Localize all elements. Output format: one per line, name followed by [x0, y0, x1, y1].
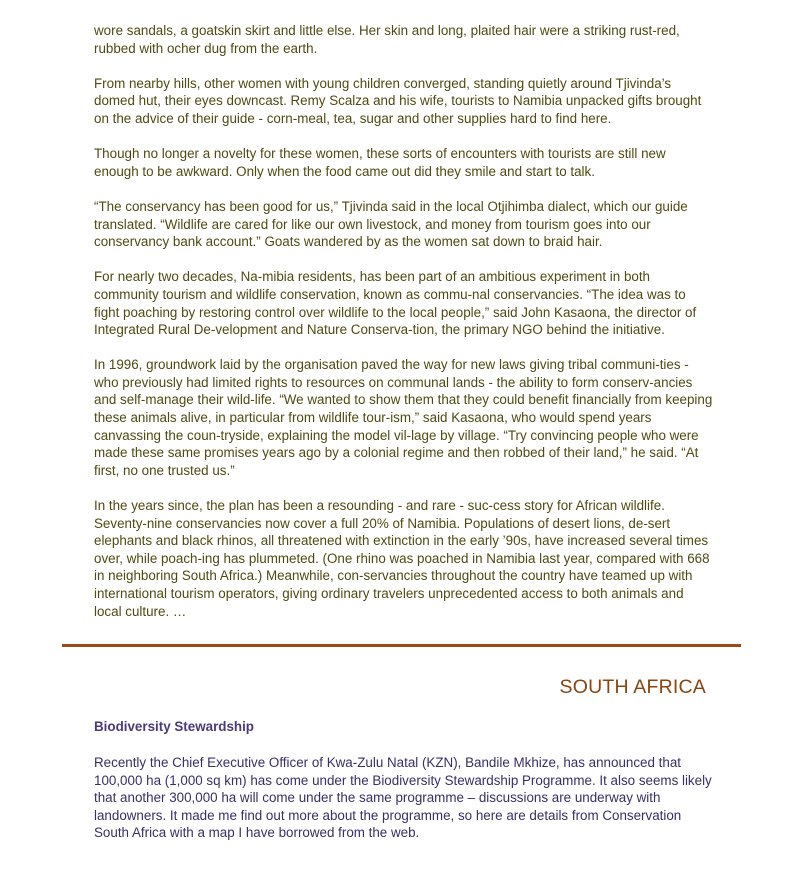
article-paragraph: From nearby hills, other women with young children converged, standing quietly around Tjivinda’s domed hut, their eyes downcast. Remy Scalza and his wife, tourists to Namibia unpacked gifts brought on the advice of their guide - corn-meal, tea, sugar and other supplies hard to find here. [94, 75, 702, 126]
section-divider [62, 644, 741, 647]
article-paragraph: For nearly two decades, Na-mibia residents, has been part of an ambitious experiment in both community tourism and wildlife conservation, known as commu-nal conservancies. “The idea was to fight poaching by restoring control over wildlife to the local people,” said John Kasaona, the director of Integrated Rural De-velopment and Nature Conserva-tion, the primary NGO behind the initiative. [94, 269, 697, 338]
subsection-paragraph: Recently the Chief Executive Officer of Kwa-Zulu Natal (KZN), Bandile Mkhize, has announced that 100,000 ha (1,000 sq km) has come under the Biodiversity Stewardship Programme. It also seems likely that another 300,000 ha will come under the same programme – discussions are underway with landowners. It made me find out more about the programme, so here are details from Conservation South Africa with a map I have borrowed from the web. [94, 755, 712, 841]
article-paragraph: In the years since, the plan has been a resounding - and rare - suc-cess story for African wildlife. Seventy-nine conservancies now cover a full 20% of Namibia. Populations of desert lions, de-sert elephants and black rhinos, all threatened with extinction in the early ’90s, have increased several times over, while poach-ing has plummeted. (One rhino was poached in Namibia last year, compared with 668 in neighboring South Africa.) Meanwhile, con-servancies throughout the country have teamed up with international tourism operators, giving ordinary travelers unprecedented access to both animals and local culture. … [94, 498, 710, 619]
article-paragraph: Though no longer a novelty for these women, these sorts of encounters with tourists are still new enough to be awkward. Only when the food came out did they smile and start to talk. [94, 146, 666, 179]
subsection-heading: Biodiversity Stewardship [94, 719, 254, 734]
article-paragraph: “The conservancy has been good for us,” Tjivinda said in the local Otjihimba dialect, which our guide translated. “Wildlife are cared for like our own livestock, and money from tourism goes into our conservancy bank account.” Goats wandered by as the women sat down to braid hair. [94, 198, 688, 250]
section-title: SOUTH AFRICA [559, 676, 706, 698]
article-paragraph: In 1996, groundwork laid by the organisation paved the way for new laws giving tribal communi-ties - who previously had limited rights to resources on communal lands - the ability to form conserv-ancies and self-manage their wild-life. “We wanted to show them that they could benefit financially from keeping these animals alive, in particular from wildlife tour-ism,” said Kasaona, who would spend years canvassing the coun-tryside, explaining the model vil-lage by village. “Try convincing people who were made these same promises years ago by a colonial regime and then robbed of their land,” he said. “At first, no one trusted us.” [94, 357, 713, 478]
article-body [94, 22, 714, 638]
article-paragraph: wore sandals, a goatskin skirt and little else. Her skin and long, plaited hair were a striking rust-red, rubbed with ocher dug from the earth. [94, 23, 680, 56]
